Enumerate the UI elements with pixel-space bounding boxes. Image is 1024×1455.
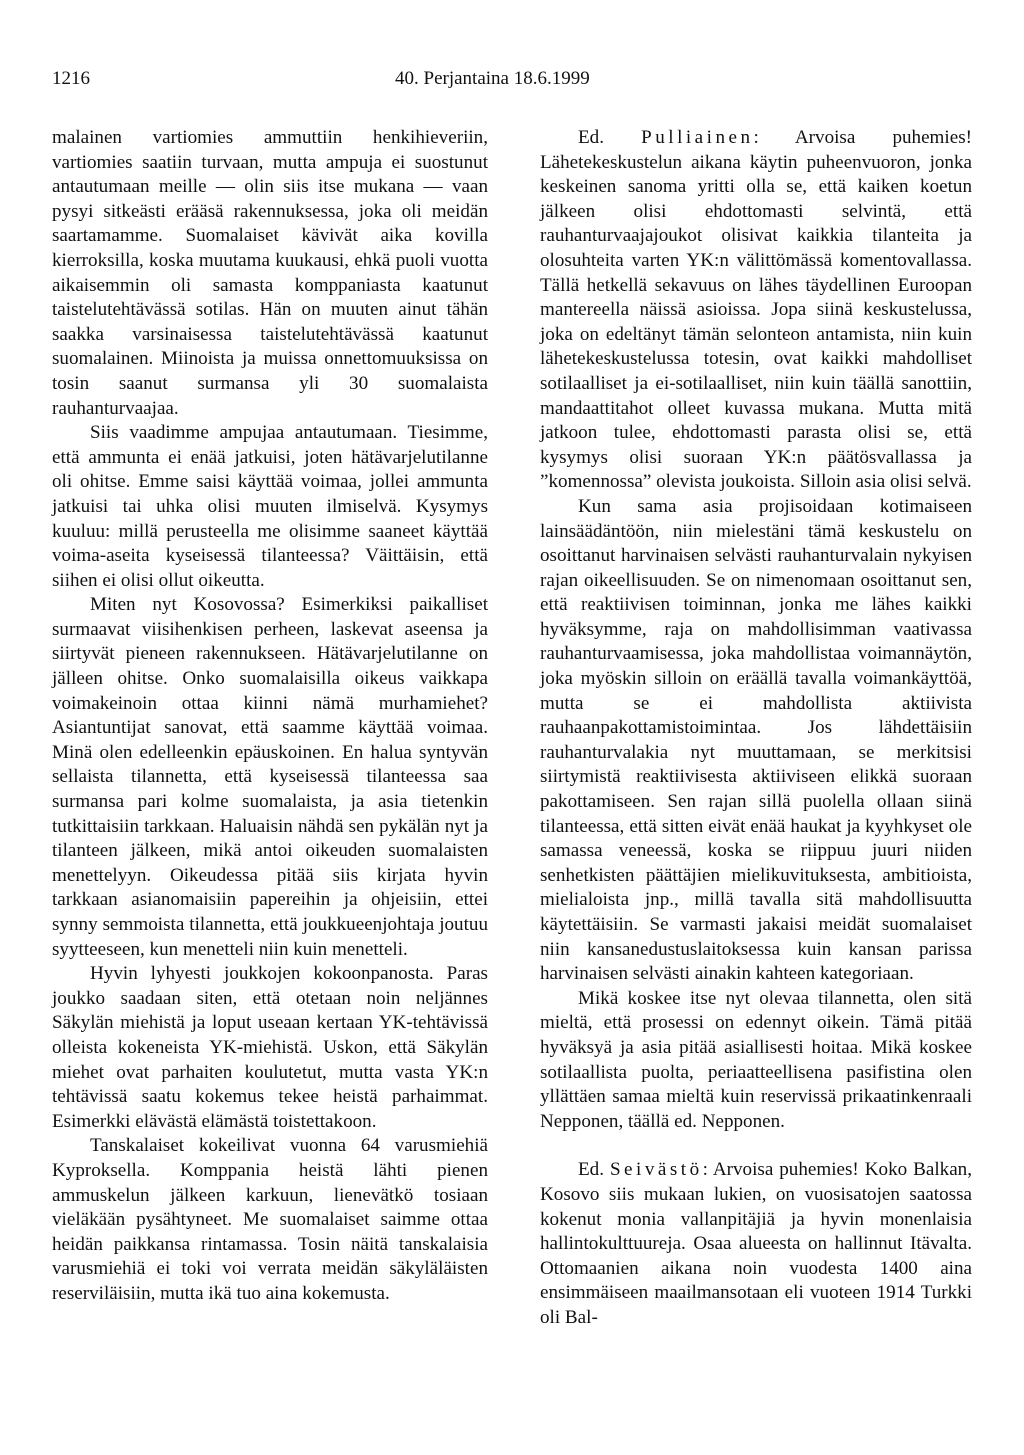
speaker-name: Seivästö bbox=[609, 1159, 703, 1181]
speaker-prefix: Ed. bbox=[578, 1159, 604, 1181]
paragraph: Mikä koskee itse nyt olevaa tilannetta, olen sitä mieltä, että prosessi on edennyt oikein. Tämä pitää hyväksyä ja asia pitää asiallisesti hoitaa. Mikä koskee sotilaallista puolta, periaatteellisena pasifistina olen yllättäen samaa mieltä kuin reservissä prikaatinkenraali Nepponen, täällä ed. Nepponen. bbox=[540, 987, 972, 1132]
speech-text: Lähetekeskustelun aikana käytin puheenvuoron, jonka keskeinen sanoma yritti olla se, että kaiken koetun jälkeen olisi ehdottomasti selvintä, että rauhanturvaajajoukot olisivat kaikkia tilanteita ja olosuhteita varten YK:n välittömässä komentovallassa. Tällä hetkellä sekavuus on lähes täydellinen Euroopan mantereella näissä asioissa. Jopa siinä keskustelussa, joka on edeltänyt tämän selonteon antamista, niin kuin lähetekeskustelussa totesin, ovat kaikki mahdolliset sotilaalliset ja ei-sotilaalliset, niin kuin täällä sanottiin, mandaattitahot olleet kuvassa mukana. Mutta mitä jatkoon tulee, ehdottomasti parasta olisi se, että kysymys olisi suoraan YK:n päätösvallassa ja ”komennossa” olevista joukoista. Silloin asia olisi selvä. bbox=[540, 151, 972, 493]
paragraph: malainen vartiomies ammuttiin henkihieveriin, vartiomies saatiin turvaan, mutta ampuja ei suostunut antautumaan meille — olin siis itse mukana — vaan pysyi sitkeästi erääsä rakennuksessa, joka oli meidän saartamamme. Suomalaiset kävivät aika kovilla kierroksilla, koska muutama kuukausi, ehkä puoli vuotta aikaisemmin oli samasta komppaniasta kaatunut taistelutehtävässä sotilas. Hän on muuten ainut tähän saakka varsinaisessa taistelutehtävässä kaatunut suomalainen. Miinoista ja muissa onnettomuuksissa on tosin saanut surmansa yli 30 suomalaista rauhanturvaajaa. bbox=[52, 127, 488, 419]
speech-intro: : Arvoisa puhemies! bbox=[753, 127, 972, 148]
right-column bbox=[540, 126, 972, 1331]
paragraph: Siis vaadimme ampujaa antautumaan. Tiesimme, että ammunta ei enää jatkuisi, joten hätävarjelutilanne oli ohitse. Emme saisi käyttää voimaa, jollei ammunta jatkuisi tai uhka olisi muuten ilmiselvä. Kysymys kuuluu: millä perusteella me olisimme saaneet käyttää voima-aseita kyseisessä tilanteessa? Väittäisin, että siihen ei olisi ollut oikeutta. bbox=[52, 422, 488, 591]
speech-intro: : Arvoisa puhemies! bbox=[702, 1159, 859, 1181]
speaker-name: Pulliainen bbox=[641, 127, 754, 148]
speech-opening bbox=[540, 1158, 972, 1330]
paragraph: Miten nyt Kosovossa? Esimerkiksi paikalliset surmaavat viisihenkisen perheen, laskevat aseensa ja siirtyvät pieneen rakennukseen. Hätävarjelutilanne on jälleen ohitse. Onko suomalaisilla oikeus vaikkapa voimakeinoin ottaa kiinni nämä murhamiehet? Asiantuntijat sanovat, että saamme käyttää voimaa. Minä olen edelleenkin epäuskoinen. En halua syntyvän sellaista tilannetta, että kyseisessä tilanteessa saa surmansa pari kolme suomalaista, ja asia tietenkin tutkittaisiin tarkkaan. Haluaisin nähdä sen pykälän nyt ja tilanteen jälkeen, mikä antoi oikeuden suomalaisten menettelyyn. Oikeudessa pitää siis kirjata hyvin tarkkaan asianomaisiin papereihin ja ohjeisiin, ettei synny semmoista tilannetta, että joukkueenjohtaja joutuu syytteeseen, kun menetteli niin kuin menetteli. bbox=[52, 594, 488, 960]
page-number: 1216 bbox=[52, 68, 90, 89]
page-header: 40. Perjantaina 18.6.1999 bbox=[395, 68, 590, 89]
left-column bbox=[52, 126, 488, 1307]
paragraph: Hyvin lyhyesti joukkojen kokoonpanosta. Paras joukko saadaan siten, että otetaan noin neljännes Säkylän miehistä ja loput useaan kertaan YK-tehtävissä olleista kokeneista YK-miehistä. Uskon, että Säkylän miehet ovat parhaiten koulutetut, mutta vasta YK:n tehtävissä saatu kokemus tekee heistä parhaimmat. Esimerkki elävästä elämästä toistettakoon. bbox=[52, 963, 488, 1132]
speech-text: Koko Balkan, Kosovo siis mukaan lukien, on vuosisatojen saatossa kokenut monia vallanpitäjiä ja hyvin monenlaisia hallintokulttuureja. Osaa alueesta on hallinnut Itävalta. Ottomaanien aikana noin vuodesta 1400 aina ensimmäiseen maailmansotaan eli vuoteen 1914 Turkki oli Bal- bbox=[540, 1159, 972, 1328]
paragraph: Tanskalaiset kokeilivat vuonna 64 varusmiehiä Kyproksella. Komppania heistä lähti pienen ammuskelun jälkeen karkuun, lienevätkö tosiaan vieläkään pysähtyneet. Me suomalaiset saimme ottaa heidän paikkansa rintamassa. Tosin näitä tanskalaisia varusmiehiä ei toki voi verrata meidän säkyläläisten reserviläisiin, mutta ikä tuo aina kokemusta. bbox=[52, 1135, 488, 1304]
speaker-prefix: Ed. bbox=[578, 127, 604, 148]
speech-opening bbox=[540, 126, 972, 495]
paragraph: Kun sama asia projisoidaan kotimaiseen lainsäädäntöön, niin mielestäni tämä keskustelu on osoittanut harvinaisen selvästi rauhanturvalain nykyisen rajan oikeellisuuden. Se on nimenomaan osoittanut sen, että reaktiivisen toiminnan, jonka me lähes kaikki hyväksymme, raja on mahdollisimman vaativassa rauhanturvaamisessa, joka mahdollistaa voimannäytön, joka myöskin silloin on eräällä tavalla voimankäyttöä, mutta se ei mahdollista aktiivista rauhaanpakottamistoimintaa. Jos lähdettäisiin rauhanturvalakia nyt muuttamaan, se merkitsisi siirtymistä reaktiivisesta aktiiviseen elikkä suoraan pakottamiseen. Sen rajan sillä puolella ollaan siinä tilanteessa, että sitten eivät enää haukat ja kyyhkyset ole samassa veneessä, koska se riippuu juuri niiden senhetkisten päättäjien mielikuvituksesta, ambitioista, mielialoista jnp., millä tavalla sitä mahdollisuutta käytettäisiin. Se varmasti jakaisi meidät suomalaiset niin kansanedustuslaitoksessa kuin kansan parissa harvinaisen selvästi ainakin kahteen kategoriaan. bbox=[540, 495, 972, 985]
